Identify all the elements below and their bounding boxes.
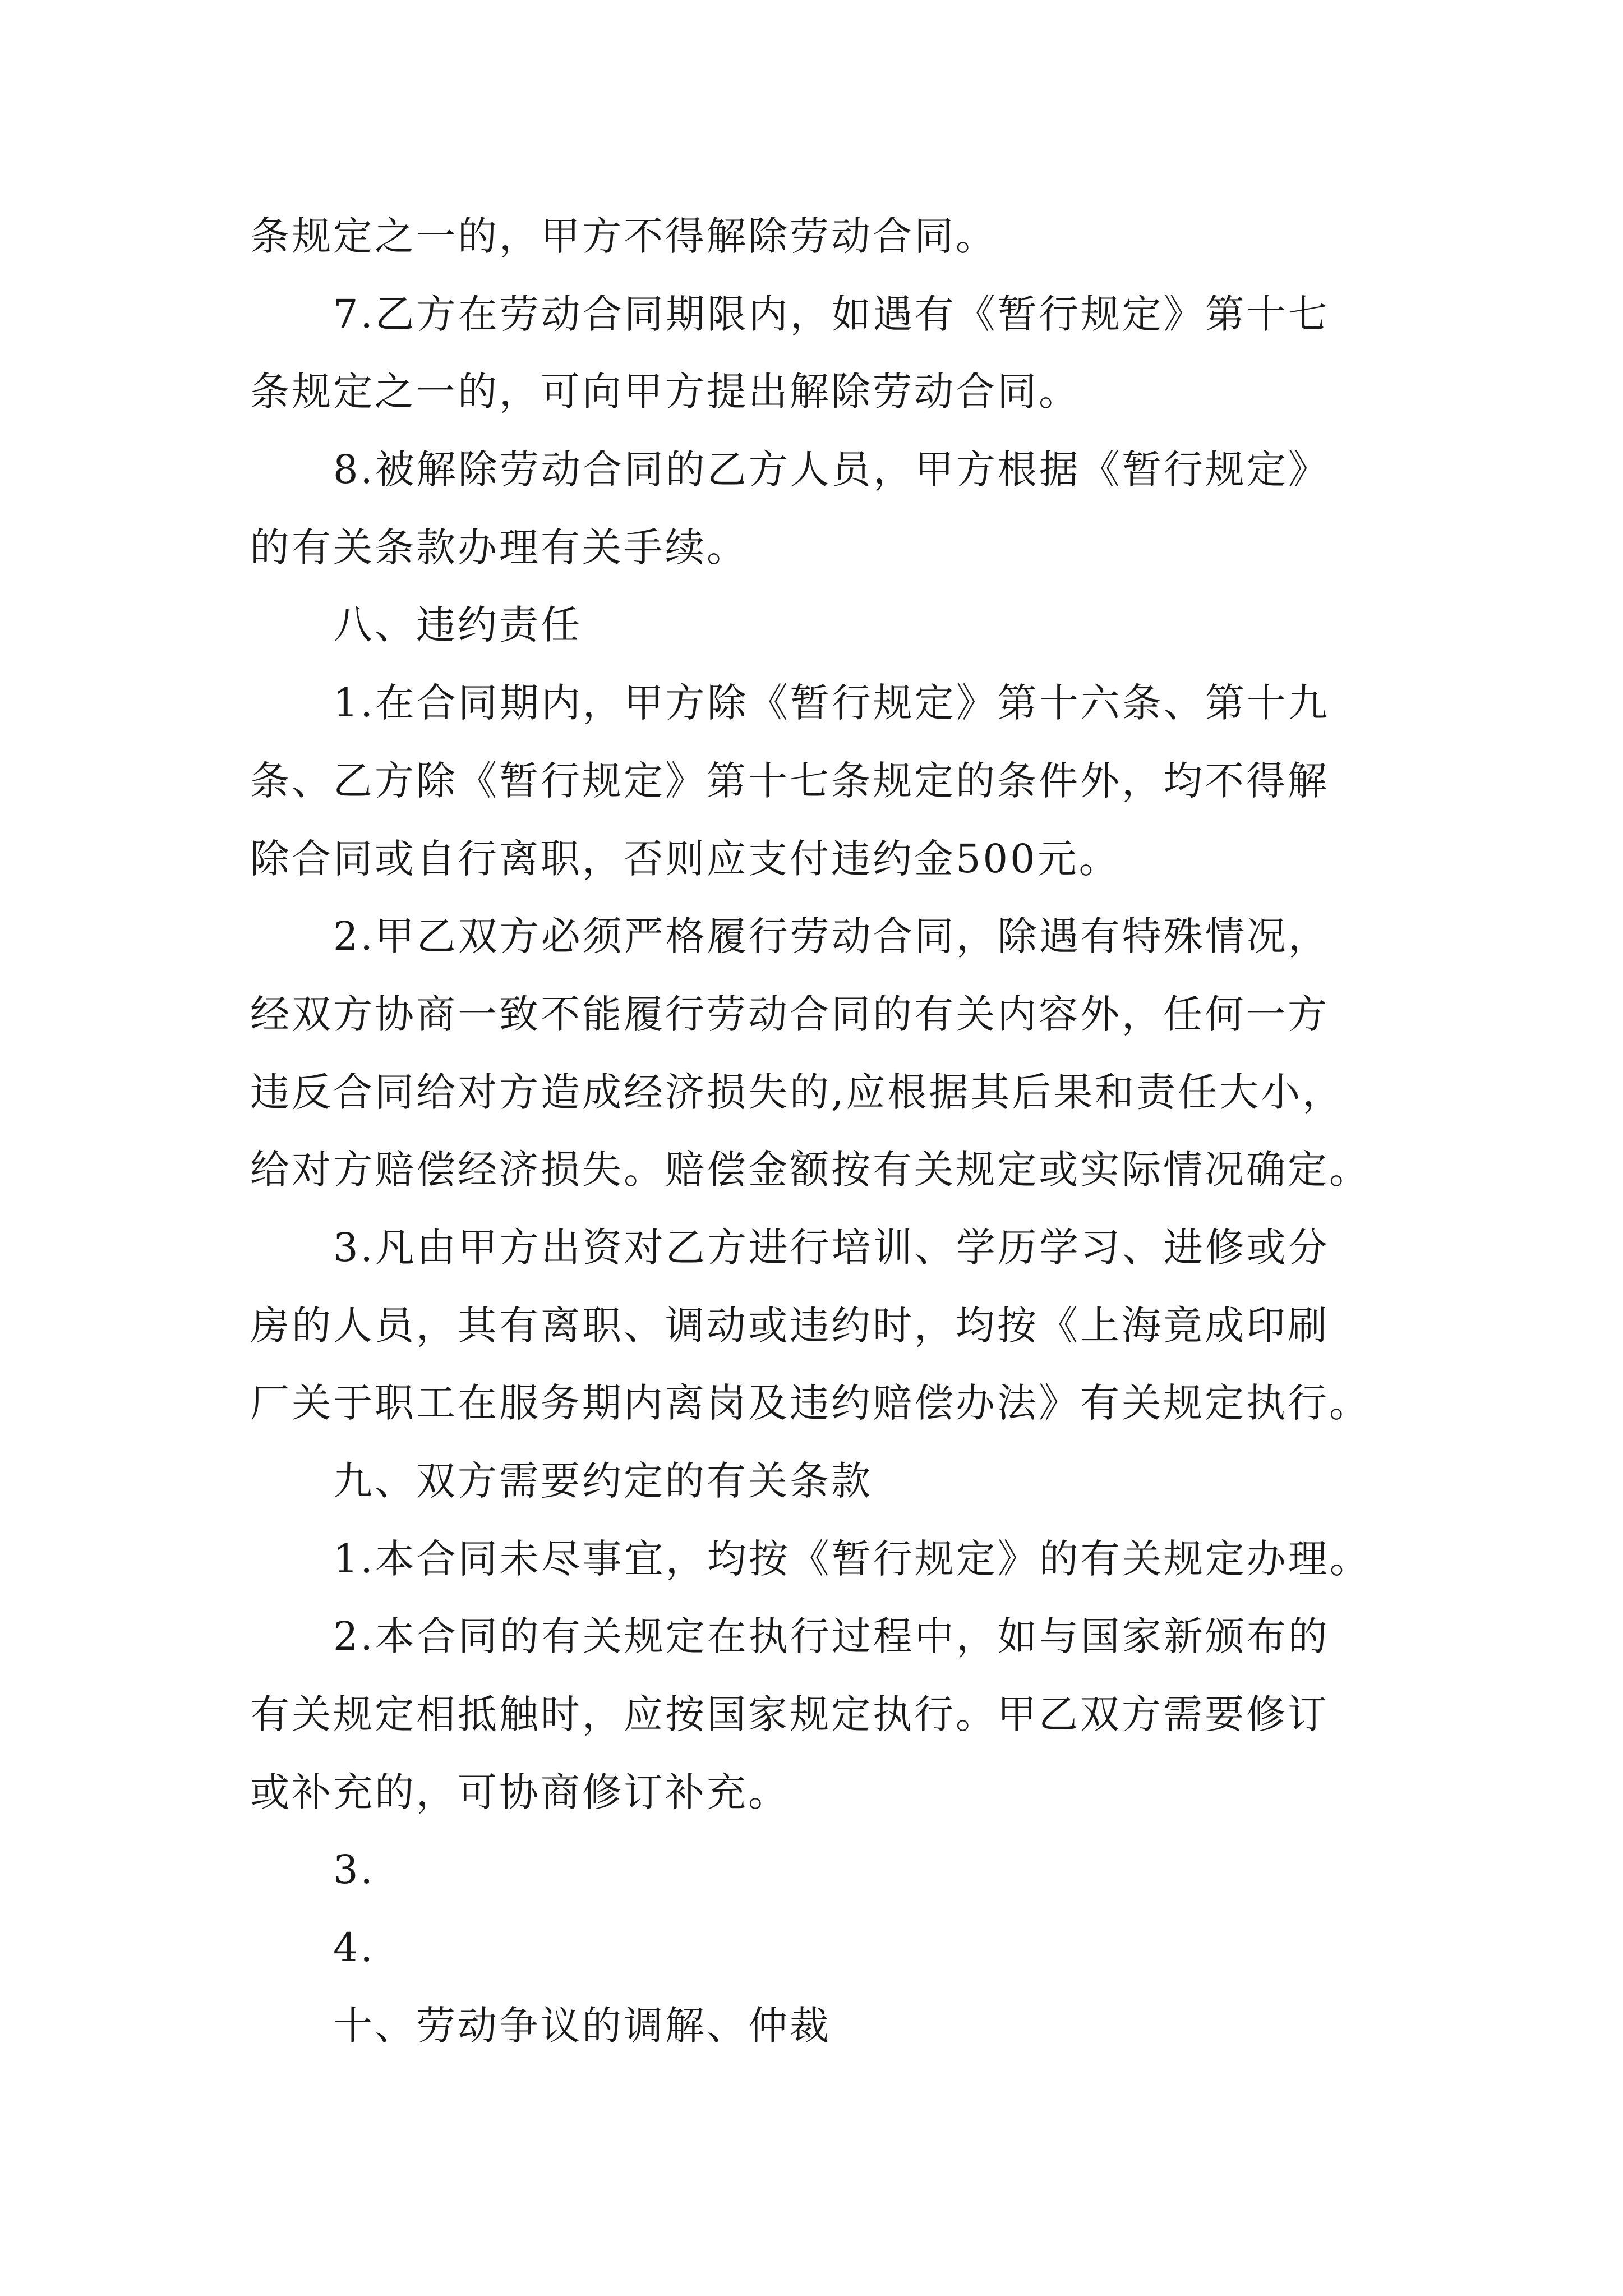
text-line-8: 条、乙方除《暂行规定》第十七条规定的条件外，均不得解 (250, 757, 1329, 804)
text-line-3: 条规定之一的，可向甲方提出解除劳动合同。 (250, 369, 1080, 415)
text-line-11: 经双方协商一致不能履行劳动合同的有关内容外，任何一方 (250, 991, 1329, 1037)
document-body (250, 197, 1394, 2065)
text-line-2: 7.乙方在劳动合同期限内，如遇有《暂行规定》第十七 (333, 291, 1330, 337)
text-line-15: 房的人员，其有离职、调动或违约时，均按《上海竟成印刷 (250, 1302, 1329, 1349)
text-line-13: 给对方赔偿经济损失。赔偿金额按有关规定或实际情况确定。 (250, 1147, 1371, 1193)
section-heading-breach: 八、违约责任 (333, 602, 582, 648)
text-line-7: 1.在合同期内，甲方除《暂行规定》第十六条、第十九 (333, 680, 1330, 726)
text-line-5: 的有关条款办理有关手续。 (250, 524, 748, 570)
text-line-20: 有关规定相抵触时，应按国家规定执行。甲乙双方需要修订 (250, 1691, 1329, 1738)
text-line-16: 厂关于职工在服务期内离岗及违约赔偿办法》有关规定执行。 (250, 1380, 1371, 1427)
text-line-23: 4. (333, 1925, 375, 1971)
text-line-12: 违反合同给对方造成经济损失的,应根据其后果和责任大小， (250, 1069, 1344, 1115)
text-line-19: 2.本合同的有关规定在执行过程中，如与国家新颁布的 (333, 1613, 1330, 1660)
text-line-1: 条规定之一的，甲方不得解除劳动合同。 (250, 213, 997, 259)
section-heading-dispute: 十、劳动争议的调解、仲裁 (333, 2002, 831, 2049)
section-heading-agreed-terms: 九、双方需要约定的有关条款 (333, 1458, 873, 1504)
text-line-18: 1.本合同未尽事宜，均按《暂行规定》的有关规定办理。 (333, 1535, 1371, 1582)
text-line-10: 2.甲乙双方必须严格履行劳动合同，除遇有特殊情况， (333, 913, 1330, 960)
text-line-9: 除合同或自行离职，否则应支付违约金500元。 (250, 835, 1121, 882)
text-line-4: 8.被解除劳动合同的乙方人员，甲方根据《暂行规定》 (333, 447, 1330, 493)
text-line-22: 3. (333, 1847, 375, 1893)
text-line-21: 或补充的，可协商修订补充。 (250, 1769, 790, 1815)
text-line-14: 3.凡由甲方出资对乙方进行培训、学历学习、进修或分 (333, 1224, 1330, 1271)
